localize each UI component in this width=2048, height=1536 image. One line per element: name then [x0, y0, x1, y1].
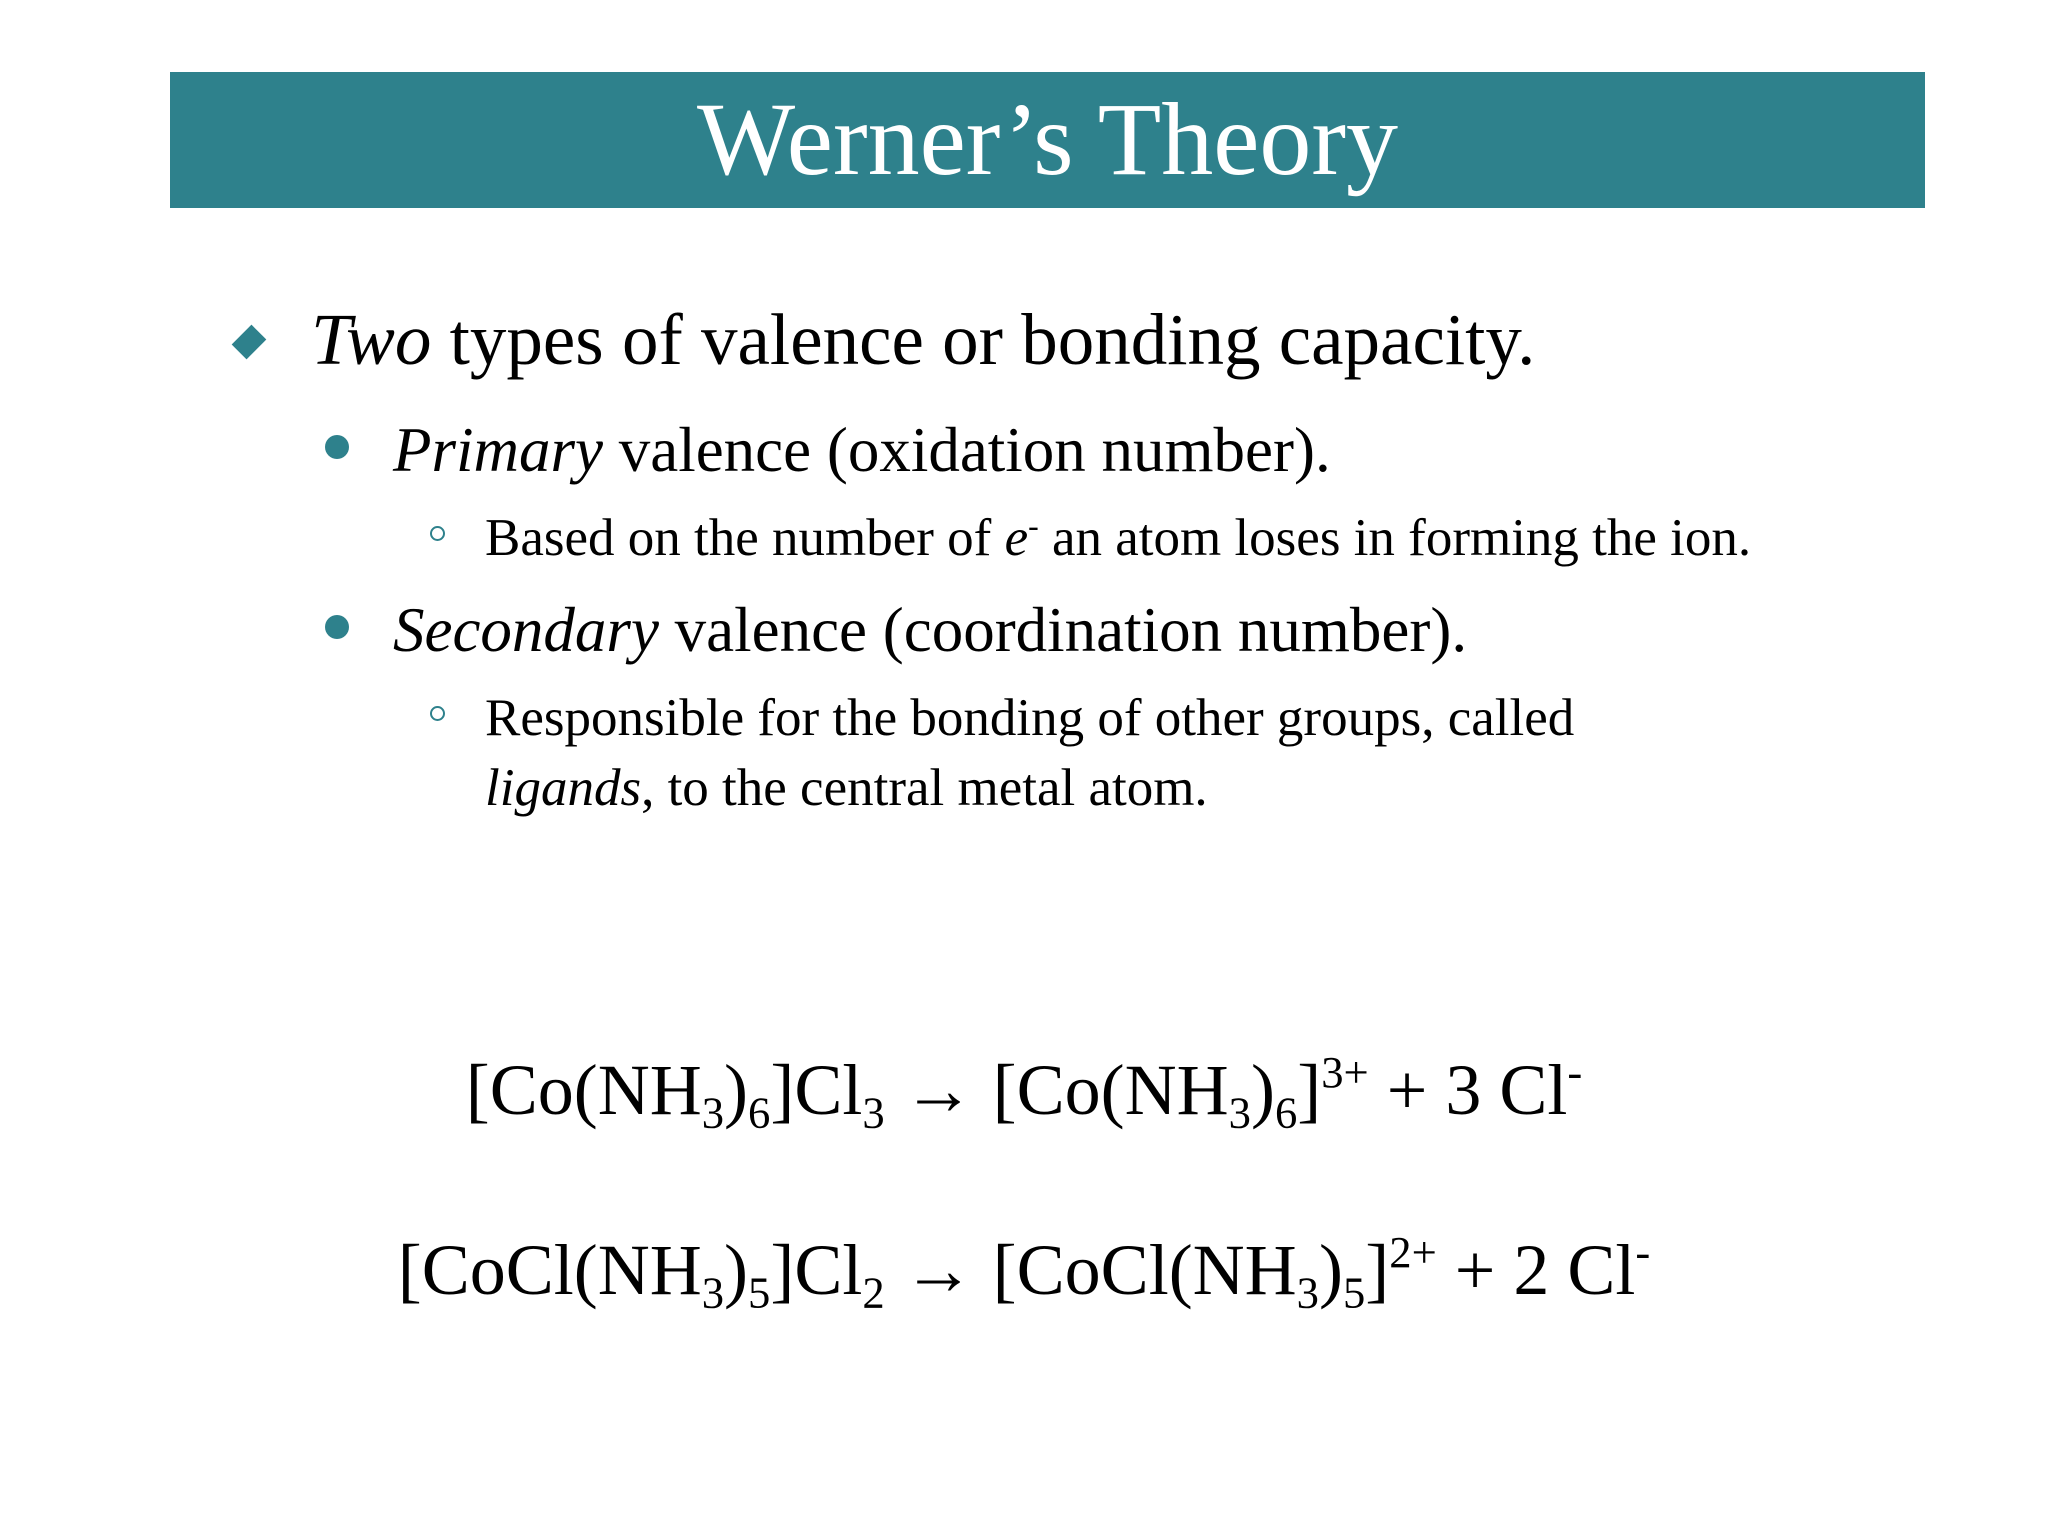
electron-symbol: e [1004, 509, 1029, 567]
bullet-text: Based on the number of [485, 509, 1005, 567]
dot-bullet-icon [325, 435, 349, 459]
diamond-bullet-icon [232, 325, 267, 360]
title-bar [170, 72, 1925, 208]
bullet-primary-valence [325, 410, 1331, 490]
dot-bullet-icon [325, 615, 349, 639]
equation-2: $[CoCl(NH_3)_5]Cl_2$ → $[CoCl(NH_3)_5]^{2+} + 2$ Cl- [397, 1227, 1651, 1318]
bullet-text: , to the central metal atom. [641, 759, 1208, 817]
bullet-emphasis: ligands [485, 759, 642, 817]
bullet-text: Responsible for the bonding of other groups, called [485, 689, 1575, 747]
electron-charge: - [1028, 508, 1039, 544]
ring-bullet-icon [430, 526, 445, 541]
bullet-level1 [235, 295, 1535, 385]
ring-bullet-icon [430, 706, 445, 721]
bullet-primary-detail [430, 505, 1751, 571]
bullet-secondary-detail [430, 685, 1574, 751]
bullet-secondary-valence [325, 590, 1467, 670]
bullet-text: valence (oxidation number). [602, 415, 1331, 485]
reaction-arrow: → [884, 1230, 993, 1310]
bullet-text: valence (coordination number). [658, 595, 1468, 665]
bullet-emphasis: Primary [393, 415, 603, 485]
bullet-emphasis: Secondary [393, 595, 659, 665]
bullet-text: types of valence or bonding capacity. [431, 299, 1536, 380]
equation-1: $[Co(NH_3)_6]Cl_3 \to [Co(NH_3)_6]^{3+} + 3$ Cl- [465, 1047, 1583, 1138]
bullet-secondary-detail-continued [485, 755, 1208, 821]
reaction-arrow: → [884, 1050, 993, 1130]
slide-title: Werner’s Theory [696, 82, 1399, 197]
bullet-text: an atom loses in forming the ion. [1038, 509, 1752, 567]
bullet-emphasis: Two [311, 299, 432, 380]
